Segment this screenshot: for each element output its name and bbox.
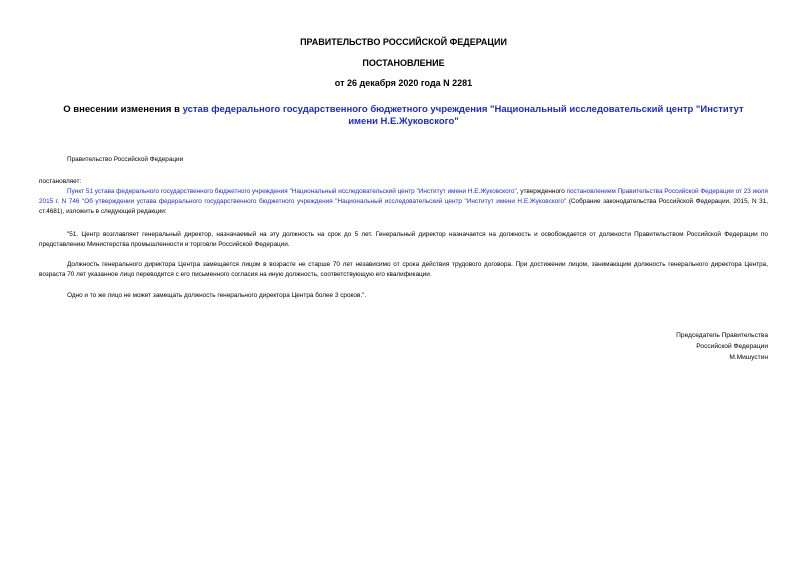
paragraph-amendment [39, 187, 768, 217]
amendment-text-2: (Собрание законодательства Российской Федерации, 2015, N 31, ст.4681), изложить в следующей редакции: [39, 198, 768, 215]
clause-51-link[interactable]: Пункт 51 устава федерального государственного бюджетного учреждения "Национальный исследовательский центр "Институт имени Н.Е.Жуковского" [67, 188, 517, 195]
paragraph-clause-51: "51. Центр возглавляет генеральный директор, назначаемый на эту должность на срок до 5 лет. Генеральный директор назначается на должность и освобождается от должности Правительством Российской Федерации по представлению Министерства промышленности и торговли Российской Федерации. [39, 231, 768, 248]
subject-prefix: О внесении изменения в [63, 104, 183, 115]
resolves-text: постановляет: [39, 178, 82, 185]
document-type: ПОСТАНОВЛЕНИЕ [362, 58, 445, 68]
government-heading: ПРАВИТЕЛЬСТВО РОССИЙСКОЙ ФЕДЕРАЦИИ [300, 37, 507, 47]
document-subject [60, 104, 747, 128]
decree-746-link[interactable]: постановлением Правительства Российской Федерации от 23 июля 2015 г. N 746 "Об утверждении устава федерального государственного бюджетного учреждения "Национальный исследовательский центр "Институт имени Н.Е.Жуковского" [39, 188, 768, 205]
paragraph-term-limit: Одно и то же лицо не может замещать должность генерального директора Центра более 3 сроков.". [67, 292, 367, 299]
intro-text: Правительство Российской Федерации [67, 156, 184, 163]
signature-name: М.Мишустин [729, 354, 768, 361]
subject-link[interactable]: устав федерального государственного бюджетного учреждения "Национальный исследовательский центр "Институт имени Н.Е.Жуковского" [182, 104, 744, 127]
date-and-number: от 26 декабря 2020 года N 2281 [334, 78, 473, 88]
signature-country: Российской Федерации [696, 343, 768, 350]
paragraph-age-limit: Должность генерального директора Центра замещается лицом в возрасте не старше 70 лет независимо от срока действия трудового договора. При достижении лицом, занимающим должность генерального директора Центра, возраста 70 лет указанное лицо переводится с его письменного согласия на иную должность, соответствующую его квалификации. [39, 261, 768, 278]
amendment-text-1: , утвержденного [516, 188, 567, 195]
signature-title: Председатель Правительства [676, 332, 768, 339]
